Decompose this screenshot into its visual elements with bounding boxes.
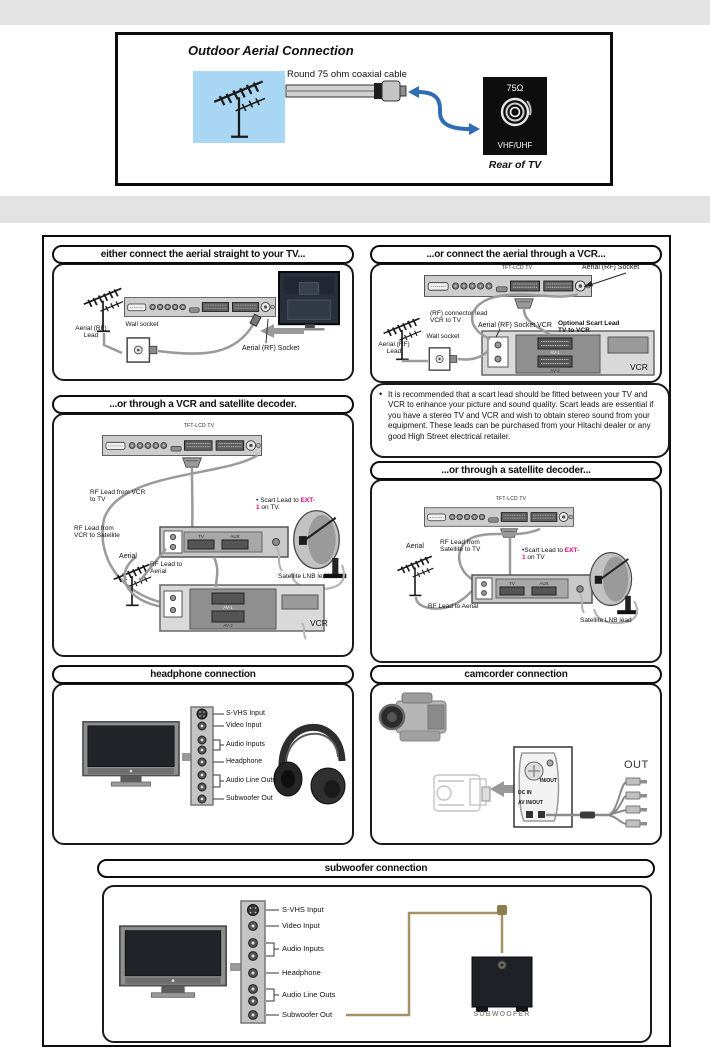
panel-title-text: ...or connect the aerial through a VCR... [426,249,606,260]
tv-front-icon [120,926,226,997]
aux-scart-label: AUX [539,581,549,586]
panel-subwoofer [102,885,652,1043]
impedance-label: 75Ω [506,83,524,93]
tft-lcd-tv-label: TFT-LCD TV [183,423,215,429]
aerial-label: Aerial [119,553,137,560]
scart-lead-suffix: on TV [525,554,545,562]
panel-title-satellite [370,461,662,480]
satellite-decoder-box [160,527,288,557]
satellite-dish-icon [294,511,347,578]
outdoor-title: Outdoor Aerial Connection [188,43,354,58]
jack-label-subwoofer: Subwoofer Out [282,1010,333,1019]
top-gray-band [0,0,710,25]
jack-label-svhs: S-VHS Input [282,905,324,914]
panel-title-text: camcorder connection [464,669,568,680]
outdoor-figure [118,35,610,183]
ext1-label: EXT-1 [522,547,580,562]
tv-rear-panel [424,276,591,297]
panel-title-aerial-vcr [370,245,662,264]
divider-gray-band [0,196,710,223]
cable-plug-icon [497,905,507,915]
av-in-out-label: AV IN/OUT [518,800,543,806]
panel-title-text: subwoofer connection [324,863,428,874]
tv-rear-panel [102,436,261,456]
panel-title-vcr-satellite [52,395,354,414]
subwoofer-caption: SUBWOOFER [473,1011,531,1018]
panel-title-text: headphone connection [150,669,256,680]
jack-label-video: Video Input [226,722,262,729]
rf-lead-sat-tv-label: RF Lead from Satellite to TV [440,539,481,554]
jack-leader-lines [213,714,224,799]
scart-lead-ext1-label [522,547,582,562]
camcorder-outline-icon [434,775,490,811]
jack-label-svhs: S-VHS Input [226,710,265,717]
headphones-icon [274,727,345,804]
scart-plug-icon [183,458,202,467]
vhf-uhf-label: VHF/UHF [497,141,533,150]
wall-socket-label: Wall socket [426,333,460,340]
jack-label-headphone: Headphone [282,968,321,977]
panel-title-text: ...or through a VCR and satellite decoder. [109,399,297,410]
satellite-decoder-box [472,575,592,603]
camcorder-figure [372,685,660,839]
aux-scart-label: AUX [230,534,240,539]
vcr-label: VCR [310,618,328,628]
jack-label-audio-in: Audio Inputs [226,741,265,748]
rca-plugs-icon [608,778,647,827]
jack-label-video: Video Input [282,921,320,930]
coaxial-cable-label: Round 75 ohm coaxial cable [287,69,407,80]
rf-connector-lead-label: (RF) connector lead VCR to TV [430,310,488,325]
tv-rear-panel [124,298,275,317]
satellite-lnb-lead-label: Satellite LNB lead [580,617,632,624]
panel-title-aerial-tv [52,245,354,264]
scart-note [370,383,670,458]
ext1-label: EXT-1 [256,497,316,512]
note-text: It is recommended that a scart lead should be fitted between your TV and VCR to enhance your picture and sound quality. Scart leads are essential if you have a stereo TV and VCR and wish to obtain stereo sound from your equipment. These leads can be purchased from your Hitachi dealer or any good High Street electrical retailer. [388,390,654,441]
aerial-tv-figure [54,265,352,375]
panel-vcr-satellite [52,413,354,657]
aerial-rf-socket-vcr-label: Aerial (RF) Socket VCR [478,322,552,329]
vcr-box [160,585,324,631]
connections-frame [42,235,671,1047]
wall-socket-label: Wall socket [125,321,159,328]
scart-lead-ext1-label [256,497,318,512]
subwoofer-icon [472,957,532,1012]
tv-front-icon [83,722,179,786]
jack-label-line-outs: Audio Line Outs [226,777,276,784]
blue-arrow [418,92,470,129]
optional-scart-lead-label: Optional Scart Lead TV to VCR [558,320,620,335]
camcorder-icon [380,693,446,741]
scart-lead-prefix: • Scart Lead to [256,497,301,504]
aerial-icon [397,556,433,595]
tv-scart-label: TV [198,534,204,539]
side-jack-panel [241,901,265,1023]
panel-camcorder [370,683,662,845]
wall-socket-icon [429,348,456,370]
panel-aerial-vcr [370,263,662,383]
panel-satellite [370,479,662,663]
aerial-icon [114,564,152,605]
aerial-rf-socket-label: Aerial (RF) Socket [582,264,640,271]
vcr-box [482,331,654,375]
ferrite-icon [580,812,595,819]
wall-socket-icon [127,338,157,362]
vcr-label: VCR [630,362,648,372]
satellite-dish-icon [590,553,638,615]
subwoofer-figure [104,887,650,1037]
note-bullet: • [379,389,383,399]
panel-title-text: ...or through a satellite decoder... [441,465,591,476]
panel-title-camcorder [370,665,662,684]
tv-scart-label: TV [509,581,515,586]
rf-lead-vcr-tv-label: RF Lead from VCR to TV [90,489,146,504]
satellite-figure [372,481,660,657]
in-out-label: IN/OUT [540,778,557,784]
av1-scart-label: AV-1 [550,350,560,355]
jack-leader-lines [266,910,279,1015]
aerial-rf-lead-label: Aerial (RF) Lead [75,325,107,340]
panel-title-text: either connect the aerial straight to your TV... [100,249,306,260]
rear-of-tv-caption: Rear of TV [488,159,542,171]
aerial-label: Aerial [406,543,424,550]
jack-label-headphone: Headphone [226,758,263,765]
outdoor-aerial-box [115,32,613,186]
tv-rear-icon [279,272,339,331]
jack-label-audio-in: Audio Inputs [282,944,324,953]
rf-lead-to-aerial-label: RF Lead to Aerial [428,603,479,610]
satellite-lnb-lead-label: Satellite LNB lead [278,573,330,580]
arrow-left-icon [490,781,514,797]
aerial-rf-lead-label: Aerial (RF) Lead [378,341,410,356]
tv-rear-panel [424,508,573,527]
scart-plug-icon [515,299,534,308]
scart-lead-prefix: •Scart Lead to [522,547,565,554]
panel-title-headphone [52,665,354,684]
rf-lead-vcr-sat-label: RF Lead from VCR to Satellite [74,525,120,540]
panel-title-subwoofer [97,859,655,878]
rf-lead-to-aerial-label: RF Lead to Aerial [150,561,183,576]
tft-lcd-tv-label: TFT-LCD TV [501,265,533,271]
side-jack-panel [191,707,213,805]
panel-headphone [52,683,354,845]
av2-scart-label: AV-2 [223,623,233,628]
jack-label-subwoofer: Subwoofer Out [226,795,273,802]
headphone-figure [54,685,352,839]
panel-aerial-tv [52,263,354,381]
coax-connector [374,83,382,99]
jack-label-line-outs: Audio Line Outs [282,990,336,999]
dc-in-label: DC IN [518,790,532,796]
tft-lcd-tv-label: TFT-LCD TV [495,496,527,502]
av1-scart-label: AV-1 [223,605,233,610]
aerial-rf-socket-label: Aerial (RF) Socket [242,345,300,352]
scart-lead-suffix: on TV. [259,504,280,512]
av2-scart-label: AV-2 [550,368,560,373]
out-label: OUT [624,759,649,771]
